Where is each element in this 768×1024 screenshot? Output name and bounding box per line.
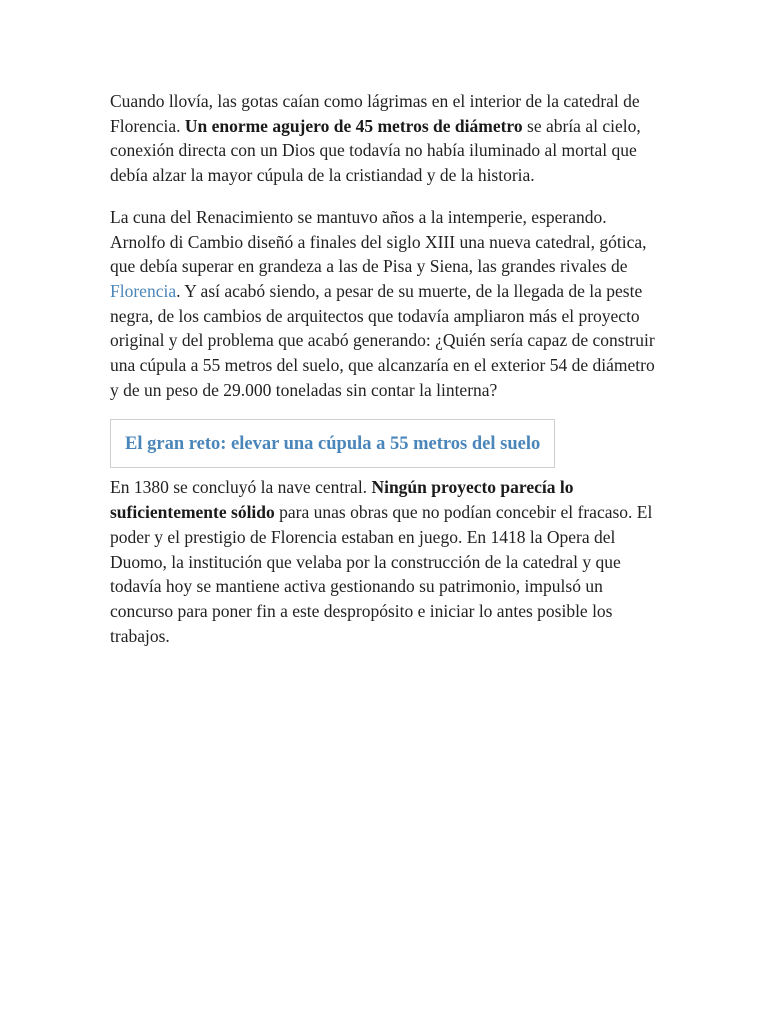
bold-highlight: Un enorme agujero de 45 metros de diámetro	[184, 115, 523, 136]
florencia-link[interactable]: Florencia	[110, 280, 177, 301]
paragraph-text: La cuna del Renacimiento se mantuvo años a la intemperie, esperando. Arnolfo di Cambio diseñó a finales del siglo XIII una nueva catedral, gótica, que debía superar en grandeza a las de Pisa y Siena, las grandes rivales de	[110, 206, 647, 277]
paragraph-text: se abría al cielo, conexión directa con un Dios que todavía no había iluminado al mortal que debía alzar la mayor cúpula de la cristiandad y de la historia.	[110, 115, 641, 186]
paragraph-text: En 1380 se concluyó la nave central.	[110, 477, 372, 498]
paragraph-text: . Y así acabó siendo, a pesar de su muerte, de la llegada de la peste negra, de los cambios de arquitectos que todavía ampliaron más el proyecto original y del problema que acabó generando: ¿Quién sería capaz de construir una cúpula a 55 metros del suelo, que alcanzaría en el exterior 54 de diámetro y de un peso de 29.000 toneladas sin contar la linterna?	[110, 280, 655, 400]
bold-highlight: Ningún proyecto parecía lo suficientemente sólido	[110, 477, 574, 523]
paragraph-text: para unas obras que no podían concebir el fracaso. El poder y el prestigio de Florencia estaban en juego. En 1418 la Opera del Duomo, la institución que velaba por la construcción de la catedral y que todavía hoy se mantiene activa gestionando su patrimonio, impulsó un concurso para poner fin a este despropósito e iniciar lo antes posible los trabajos.	[110, 502, 653, 646]
paragraph-text: Cuando llovía, las gotas caían como lágrimas en el interior de la catedral de Florencia.	[110, 91, 640, 136]
paragraph-intro	[110, 89, 658, 188]
paragraph-competition	[110, 475, 658, 648]
section-heading-box	[110, 419, 555, 468]
section-heading: El gran reto: elevar una cúpula a 55 metros del suelo	[125, 434, 541, 455]
paragraph-history	[110, 205, 658, 403]
